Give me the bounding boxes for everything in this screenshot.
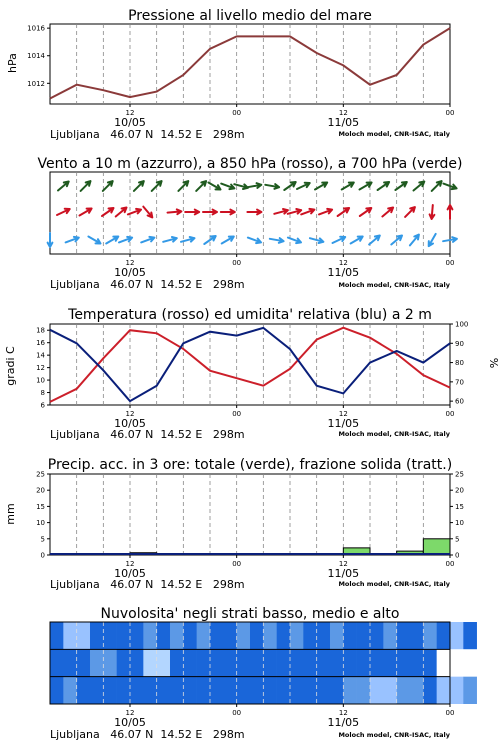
precip-title: Precip. acc. in 3 ore: totale (verde), frazione solida (tratt.): [47, 457, 453, 473]
precip-y-tick-label: 0: [40, 551, 45, 560]
wind-location: Ljubljana 46.07 N 14.52 E 298m: [50, 278, 245, 291]
cloud-cell: [330, 677, 344, 704]
cloud-cell: [50, 649, 64, 676]
pressure-x-ticks: [126, 104, 455, 117]
cloud-cell: [397, 677, 411, 704]
cloud-cell: [223, 622, 237, 649]
pressure-date-label: 10/05: [114, 116, 146, 129]
wind-arrow: [103, 181, 113, 191]
cloud-cell: [250, 649, 264, 676]
pressure-y-tick-label: 1014: [27, 52, 45, 61]
temp-ylabel: gradi C: [4, 346, 17, 386]
cloud-cell: [410, 677, 424, 704]
temp-y-tick-label: 14: [36, 351, 45, 360]
cloud-x-ticks: [126, 704, 455, 717]
precip-y-tick-label: 25: [36, 470, 45, 479]
temp-y-tick-label: 10: [36, 376, 45, 385]
humidity-y-tick-label: 70: [455, 378, 464, 387]
cloud-cell: [250, 622, 264, 649]
cloud-cell: [103, 649, 117, 676]
wind-x-tick-label: 00: [445, 259, 455, 267]
cloud-x-tick-label: 12: [338, 709, 348, 717]
wind-x-tick-label: 00: [232, 259, 242, 267]
wind-arrows: [48, 181, 457, 247]
cloud-cell: [250, 677, 264, 704]
wind-date-label: 10/05: [114, 266, 146, 279]
cloud-cell: [90, 649, 104, 676]
cloud-cell: [303, 622, 317, 649]
precip-y-tick-label: 5: [40, 535, 45, 544]
precip-location: Ljubljana 46.07 N 14.52 E 298m: [50, 578, 245, 591]
humidity-y-tick-label: 60: [455, 397, 464, 406]
cloud-cell: [330, 622, 344, 649]
cloud-cell: [130, 622, 144, 649]
wind-arrow: [410, 235, 419, 246]
cloud-cell: [210, 677, 224, 704]
cloud-cell: [197, 622, 211, 649]
precip-right-y-tick-label: 5: [455, 535, 460, 544]
precip-gridlines: [77, 474, 424, 555]
wind-arrow: [319, 209, 332, 215]
precip-credit: Moloch model, CNR-ISAC, Italy: [338, 580, 450, 588]
precip-right-y-tick-label: 25: [455, 470, 464, 479]
cloud-cell: [317, 622, 331, 649]
cloud-date-label: 10/05: [114, 716, 146, 729]
precip-right-y-tick-label: 20: [455, 486, 464, 495]
cloud-cell: [143, 649, 157, 676]
pressure-date-label: 11/05: [327, 116, 360, 129]
wind-arrow: [395, 182, 406, 190]
cloud-x-tick-label: 12: [125, 709, 135, 717]
cloud-cell: [450, 622, 464, 649]
wind-arrow: [382, 208, 393, 217]
cloud-location: Ljubljana 46.07 N 14.52 E 298m: [50, 728, 245, 741]
temp-x-tick-label: 00: [445, 410, 455, 418]
cloud-cell: [450, 649, 464, 676]
pressure-title: Pressione al livello medio del mare: [128, 8, 372, 24]
precip-x-ticks: [126, 555, 455, 568]
precip-date-label: 10/05: [114, 567, 146, 580]
wind-arrow: [57, 209, 70, 215]
pressure-y-tick-label: 1012: [27, 79, 45, 88]
cloud-cell: [370, 677, 384, 704]
wind-arrow: [163, 237, 177, 242]
cloud-cell: [170, 649, 184, 676]
cloud-cell: [277, 649, 291, 676]
cloud-cell: [223, 677, 237, 704]
precip-date-label: 11/05: [327, 567, 360, 580]
humidity-y-tick-label: 90: [455, 339, 464, 348]
wind-arrow: [222, 237, 234, 244]
wind-arrow: [81, 181, 91, 191]
cloud-cell: [117, 677, 131, 704]
cloud-cell: [157, 622, 171, 649]
cloud-cell: [343, 649, 357, 676]
temp-x-tick-label: 12: [125, 410, 135, 418]
pressure-x-tick-label: 12: [338, 109, 348, 117]
temp-y-tick-label: 12: [36, 364, 45, 373]
wind-arrow: [221, 184, 234, 190]
cloud-x-tick-label: 00: [232, 709, 242, 717]
wind-arrow: [80, 209, 92, 216]
wind-arrow: [429, 234, 436, 246]
cloud-cell: [263, 649, 277, 676]
cloud-cell: [183, 622, 197, 649]
cloud-cell: [63, 677, 77, 704]
cloud-cell: [277, 622, 291, 649]
cloud-cell: [397, 649, 411, 676]
cloud-x-tick-label: 00: [445, 709, 455, 717]
wind-arrow: [247, 210, 261, 215]
cloud-cell: [383, 677, 397, 704]
pressure-location: Ljubljana 46.07 N 14.52 E 298m: [50, 128, 245, 141]
precip-right-y-tick-label: 0: [455, 551, 460, 560]
cloud-cell: [157, 649, 171, 676]
wind-arrow: [143, 207, 152, 218]
cloud-cell: [183, 649, 197, 676]
cloud-cell: [237, 649, 251, 676]
cloud-date-label: 11/05: [327, 716, 360, 729]
wind-arrow: [360, 208, 372, 216]
wind-arrow: [196, 181, 206, 191]
temp-y-ticks: [36, 327, 50, 410]
wind-date-label: 11/05: [327, 266, 360, 279]
precip-x-tick-label: 12: [338, 560, 348, 568]
temp-y-tick-label: 16: [36, 339, 45, 348]
wind-arrow: [248, 183, 262, 188]
precip-y-tick-label: 10: [36, 519, 45, 528]
humidity-line: [50, 328, 450, 401]
cloud-cell: [63, 649, 77, 676]
cloud-cell: [437, 622, 451, 649]
cloud-cell: [397, 622, 411, 649]
cloud-cell: [157, 677, 171, 704]
cloud-cell: [437, 649, 451, 676]
wind-arrow: [274, 209, 288, 214]
wind-arrow: [141, 237, 154, 243]
cloud-title: Nuvolosita' negli strati basso, medio e alto: [100, 606, 400, 622]
precip-right-y-tick-label: 10: [455, 519, 464, 528]
wind-credit: Moloch model, CNR-ISAC, Italy: [338, 281, 450, 289]
pressure-credit: Moloch model, CNR-ISAC, Italy: [338, 130, 450, 138]
cloud-cell: [290, 677, 304, 704]
precip-y-ticks: [36, 471, 50, 560]
humidity-ylabel: %: [487, 357, 500, 369]
humidity-y-tick-label: 80: [455, 359, 464, 368]
temp-date-label: 10/05: [114, 417, 146, 430]
wind-arrow: [134, 181, 144, 191]
precip-y-tick-label: 15: [36, 502, 45, 511]
precipitation-panel: [4, 457, 464, 591]
wind-arrow: [405, 207, 415, 217]
wind-arrow: [106, 237, 118, 244]
cloud-cell: [463, 622, 477, 649]
cloud-cell: [197, 677, 211, 704]
cloud-cell: [357, 622, 371, 649]
wind-x-ticks: [126, 254, 455, 267]
temp-title: Temperatura (rosso) ed umidita' relativa (blu) a 2 m: [68, 307, 432, 323]
humidity-y-tick-label: 100: [455, 320, 469, 329]
cloud-cell: [290, 649, 304, 676]
cloud-cell: [303, 677, 317, 704]
cloud-cell: [343, 622, 357, 649]
precip-plot-frame: [50, 474, 450, 555]
wind-arrow: [414, 182, 425, 191]
cloud-cell: [210, 649, 224, 676]
wind-arrow: [369, 236, 380, 245]
wind-panel: [37, 156, 462, 291]
wind-arrow: [430, 205, 435, 219]
wind-arrow: [270, 238, 284, 243]
cloud-cell: [197, 649, 211, 676]
wind-arrow: [432, 181, 442, 191]
wind-arrow: [265, 184, 279, 189]
cloud-cell: [143, 622, 157, 649]
cloud-cell: [317, 649, 331, 676]
cloud-cell: [463, 649, 477, 676]
cloud-cell: [263, 677, 277, 704]
cloud-cell: [103, 677, 117, 704]
cloud-cell: [50, 677, 64, 704]
temperature-humidity-panel: [4, 307, 500, 441]
temp-x-ticks: [126, 405, 455, 418]
cloud-cell: [423, 677, 437, 704]
cloud-panel: [50, 606, 477, 741]
wind-arrow: [66, 237, 79, 243]
humidity-y-ticks: [450, 321, 468, 406]
precip-x-tick-label: 00: [232, 560, 242, 568]
cloud-cell: [170, 677, 184, 704]
temp-x-tick-label: 12: [338, 410, 348, 418]
cloud-cell: [370, 622, 384, 649]
cloud-cell: [237, 622, 251, 649]
cloud-cell: [170, 622, 184, 649]
pressure-x-tick-label: 00: [232, 109, 242, 117]
temp-y-tick-label: 8: [40, 389, 45, 398]
wind-x-tick-label: 12: [125, 259, 135, 267]
cloud-cell: [357, 649, 371, 676]
temp-location: Ljubljana 46.07 N 14.52 E 298m: [50, 428, 245, 441]
temp-gridlines: [77, 324, 424, 405]
cloud-cell: [357, 677, 371, 704]
wind-arrow: [301, 209, 314, 215]
pressure-ylabel: hPa: [6, 53, 19, 73]
temp-humidity-lines: [50, 328, 450, 402]
cloud-cell: [77, 649, 91, 676]
wind-arrow: [88, 237, 100, 244]
cloud-cell: [117, 622, 131, 649]
wind-title: Vento a 10 m (azzurro), a 850 hPa (rosso), a 700 hPa (verde): [37, 156, 463, 172]
wind-x-tick-label: 12: [338, 259, 348, 267]
wind-arrow: [221, 210, 235, 215]
wind-arrow: [448, 205, 453, 219]
cloud-cell: [370, 649, 384, 676]
cloud-cell: [237, 677, 251, 704]
cloud-cell: [383, 622, 397, 649]
cloud-cell: [117, 649, 131, 676]
wind-arrow: [248, 238, 261, 244]
pressure-y-ticks: [27, 25, 50, 88]
wind-arrow: [119, 237, 132, 243]
cloud-cell: [450, 677, 464, 704]
cloud-cell: [290, 622, 304, 649]
temp-credit: Moloch model, CNR-ISAC, Italy: [338, 430, 450, 438]
cloud-cell: [143, 677, 157, 704]
precip-bar: [423, 539, 450, 555]
cloud-cell: [130, 677, 144, 704]
wind-arrow: [351, 237, 363, 244]
cloud-cell: [183, 677, 197, 704]
precip-right-y-tick-label: 15: [455, 502, 464, 511]
pressure-x-tick-label: 00: [445, 109, 455, 117]
pressure-y-tick-label: 1016: [27, 24, 45, 33]
cloud-cell: [423, 649, 437, 676]
cloud-cell: [383, 649, 397, 676]
temp-y-tick-label: 6: [40, 401, 45, 410]
precip-x-tick-label: 12: [125, 560, 135, 568]
cloud-cell: [317, 677, 331, 704]
wind-arrow: [185, 210, 199, 215]
temp-y-tick-label: 18: [36, 326, 45, 335]
wind-arrow: [297, 183, 310, 189]
cloud-cell: [263, 622, 277, 649]
temp-plot-frame: [50, 324, 450, 405]
cloud-cells: [50, 622, 477, 704]
cloud-cell: [277, 677, 291, 704]
wind-arrow: [116, 208, 127, 217]
cloud-cell: [77, 622, 91, 649]
temp-date-label: 11/05: [327, 417, 360, 430]
cloud-cell: [90, 677, 104, 704]
cloud-credit: Moloch model, CNR-ISAC, Italy: [338, 731, 450, 739]
pressure-x-tick-label: 12: [125, 109, 135, 117]
cloud-cell: [130, 649, 144, 676]
wind-arrow: [58, 182, 69, 191]
cloud-cell: [50, 622, 64, 649]
wind-arrow: [168, 209, 182, 214]
cloud-cell: [103, 622, 117, 649]
temperature-line: [50, 328, 450, 402]
wind-arrow: [48, 233, 53, 247]
cloud-cell: [330, 649, 344, 676]
cloud-cell: [77, 677, 91, 704]
cloud-cell: [63, 622, 77, 649]
precip-right-y-ticks: [450, 471, 464, 560]
cloud-cell: [410, 622, 424, 649]
pressure-line: [50, 28, 450, 98]
precip-x-tick-label: 00: [445, 560, 455, 568]
cloud-cell: [90, 622, 104, 649]
cloud-cell: [223, 649, 237, 676]
temp-x-tick-label: 00: [232, 410, 242, 418]
cloud-cell: [463, 677, 477, 704]
cloud-cell: [303, 649, 317, 676]
cloud-cell: [210, 622, 224, 649]
wind-arrow: [378, 182, 390, 190]
pressure-panel: [6, 8, 454, 141]
precip-y-tick-label: 20: [36, 486, 45, 495]
cloud-cell: [343, 677, 357, 704]
cloud-cell: [423, 622, 437, 649]
precip-ylabel: mm: [4, 503, 17, 525]
cloud-cell: [410, 649, 424, 676]
precip-bars: [50, 539, 450, 555]
cloud-cell: [437, 677, 451, 704]
